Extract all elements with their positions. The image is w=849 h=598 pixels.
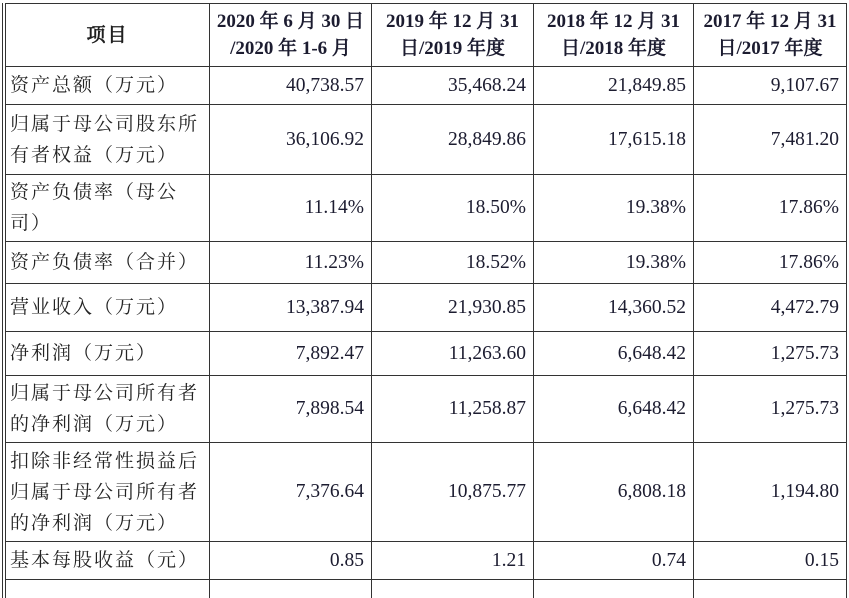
header-2018-line1: 2018 年 12 月 31 bbox=[536, 8, 691, 35]
cell-value: 7,376.64 bbox=[210, 443, 372, 542]
row-label: 资产负债率（母公司） bbox=[6, 175, 210, 242]
header-2019-line2: 日/2019 年度 bbox=[374, 35, 531, 62]
header-cell-2018 bbox=[534, 4, 694, 67]
header-2019-line1: 2019 年 12 月 31 bbox=[374, 8, 531, 35]
header-2017-line1: 2017 年 12 月 31 bbox=[696, 8, 844, 35]
row-label: 净利润（万元） bbox=[6, 332, 210, 376]
table-row-net-profit bbox=[6, 332, 847, 376]
header-cell-item bbox=[6, 4, 210, 67]
cell-value: 4,472.79 bbox=[694, 284, 847, 332]
header-2020-line1: 2020 年 6 月 30 日 bbox=[212, 8, 369, 35]
cell-value: 21,930.85 bbox=[372, 284, 534, 332]
cell-value: 35,468.24 bbox=[372, 67, 534, 105]
cell-value: 0.85 bbox=[210, 542, 372, 580]
table-row-basic-eps bbox=[6, 542, 847, 580]
row-label: 归属于母公司股东所有者权益（万元） bbox=[6, 105, 210, 175]
cell-value: 17.86% bbox=[694, 242, 847, 284]
cell-value: 10,875.77 bbox=[372, 443, 534, 542]
cell-value: 6,648.42 bbox=[534, 376, 694, 443]
cell-value: 1,275.73 bbox=[694, 332, 847, 376]
cell-value: 14,360.52 bbox=[534, 284, 694, 332]
cell-value: 11,258.87 bbox=[372, 376, 534, 443]
cell-value bbox=[372, 580, 534, 598]
header-2018-line2: 日/2018 年度 bbox=[536, 35, 691, 62]
row-label: 营业收入（万元） bbox=[6, 284, 210, 332]
cell-value: 11.14% bbox=[210, 175, 372, 242]
header-row bbox=[6, 4, 847, 67]
table-row-partial-clipped bbox=[6, 580, 847, 598]
financial-summary-table-wrap bbox=[2, 3, 847, 598]
cell-value: 11.23% bbox=[210, 242, 372, 284]
cell-value: 1,275.73 bbox=[694, 376, 847, 443]
row-label: 基本每股收益（元） bbox=[6, 542, 210, 580]
table-row-total-assets bbox=[6, 67, 847, 105]
cell-value: 40,738.57 bbox=[210, 67, 372, 105]
cell-value bbox=[210, 580, 372, 598]
header-2020-line2: /2020 年 1-6 月 bbox=[212, 35, 369, 62]
cell-value: 17.86% bbox=[694, 175, 847, 242]
cell-value: 1.21 bbox=[372, 542, 534, 580]
cell-value: 7,892.47 bbox=[210, 332, 372, 376]
table-header bbox=[6, 4, 847, 67]
cell-value: 11,263.60 bbox=[372, 332, 534, 376]
table-row-debt-ratio-parent bbox=[6, 175, 847, 242]
row-label: 资产总额（万元） bbox=[6, 67, 210, 105]
table-row-operating-revenue bbox=[6, 284, 847, 332]
cell-value: 36,106.92 bbox=[210, 105, 372, 175]
cell-value: 21,849.85 bbox=[534, 67, 694, 105]
table-row-net-profit-excl-nonrecurring bbox=[6, 443, 847, 542]
cell-value bbox=[534, 580, 694, 598]
header-cell-2017 bbox=[694, 4, 847, 67]
header-2017-line2: 日/2017 年度 bbox=[696, 35, 844, 62]
financial-summary-table bbox=[5, 3, 847, 598]
cell-value: 0.74 bbox=[534, 542, 694, 580]
row-label bbox=[6, 580, 210, 598]
cell-value: 7,481.20 bbox=[694, 105, 847, 175]
cell-value: 28,849.86 bbox=[372, 105, 534, 175]
cell-value: 18.50% bbox=[372, 175, 534, 242]
table-body bbox=[6, 67, 847, 598]
cell-value bbox=[694, 580, 847, 598]
cell-value: 13,387.94 bbox=[210, 284, 372, 332]
cell-value: 19.38% bbox=[534, 175, 694, 242]
cell-value: 18.52% bbox=[372, 242, 534, 284]
cell-value: 6,648.42 bbox=[534, 332, 694, 376]
cell-value: 7,898.54 bbox=[210, 376, 372, 443]
table-row-net-profit-parent bbox=[6, 376, 847, 443]
cell-value: 6,808.18 bbox=[534, 443, 694, 542]
row-label: 归属于母公司所有者的净利润（万元） bbox=[6, 376, 210, 443]
cell-value: 9,107.67 bbox=[694, 67, 847, 105]
row-label: 扣除非经常性损益后归属于母公司所有者的净利润（万元） bbox=[6, 443, 210, 542]
table-row-parent-equity bbox=[6, 105, 847, 175]
table-row-debt-ratio-consolidated bbox=[6, 242, 847, 284]
cell-value: 17,615.18 bbox=[534, 105, 694, 175]
cell-value: 0.15 bbox=[694, 542, 847, 580]
row-label: 资产负债率（合并） bbox=[6, 242, 210, 284]
header-cell-2019 bbox=[372, 4, 534, 67]
header-cell-2020 bbox=[210, 4, 372, 67]
cell-value: 19.38% bbox=[534, 242, 694, 284]
cell-value: 1,194.80 bbox=[694, 443, 847, 542]
header-item-label: 项目 bbox=[8, 22, 207, 49]
